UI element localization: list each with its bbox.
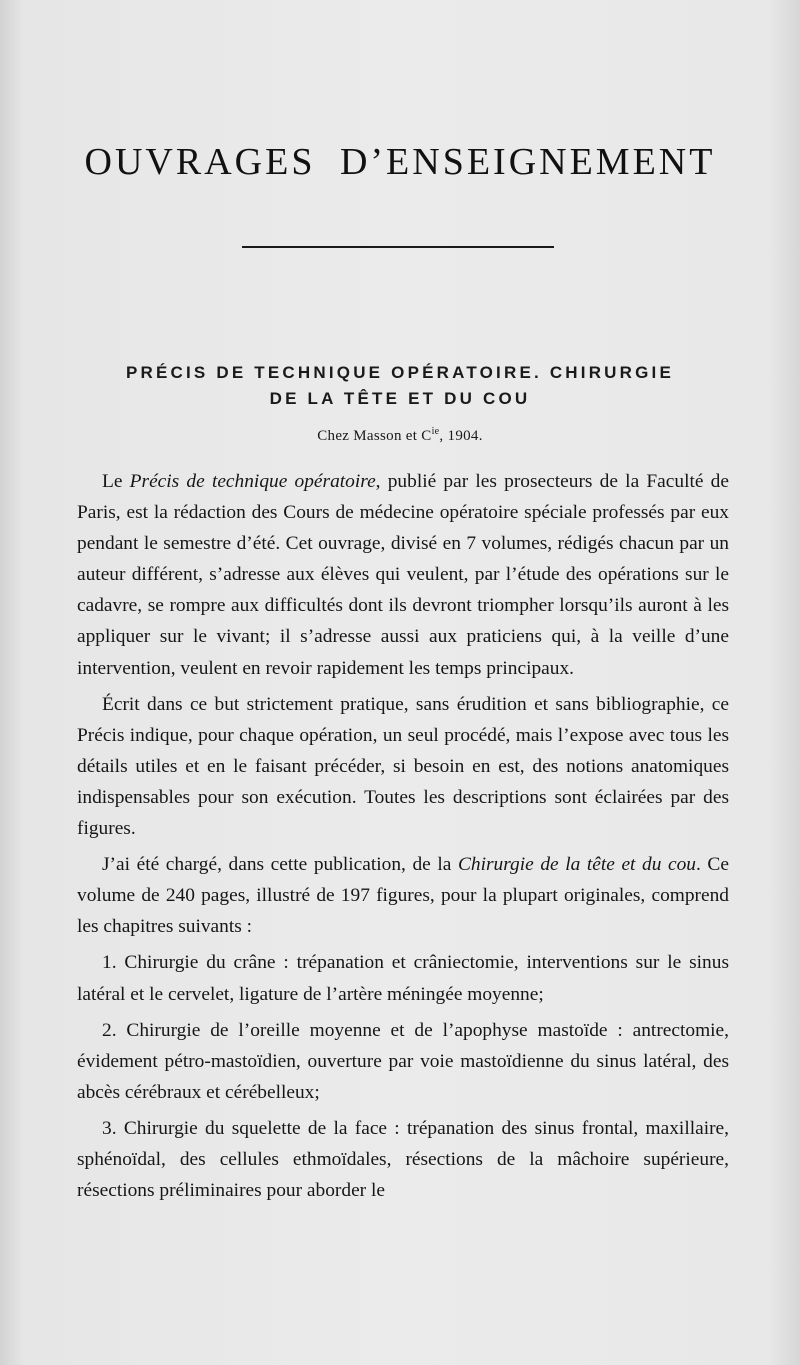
paragraph-text: , publié par les prosecteurs de la Faculté de Paris, est la rédaction des Cours de médecine opératoire spéciale professés par eux pendant le semestre d’été. Cet ouvrage, divisé en 7 volumes, rédigés chacun par un auteur différent, s’adresse aux élèves qui veulent, par l’étude des opérations sur le cadavre, se rompre aux difficultés dont ils devront triompher lorsqu’ils auront à les appliquer sur le vivant; il s’adresse aussi aux praticiens qui, à la veille d’une intervention, veulent en revoir rapidement les temps principaux.: [77, 471, 729, 679]
paragraph-lead: Le: [102, 471, 130, 492]
section-heading-line: DE LA TÊTE ET DU COU: [269, 389, 531, 408]
volume-title-italic: Chirurgie de la tête et du cou: [457, 854, 696, 876]
section-heading-line: PRÉCIS DE TECHNIQUE OPÉRATOIRE. CHIRURGIE: [125, 363, 675, 382]
section-heading: [90, 360, 710, 412]
paragraph-text: . Ce volume de 240 pages, illustré de 197 figures, pour la plupart originales, comprend les chapitres suivants :: [77, 854, 729, 938]
publisher-year: , 1904.: [439, 428, 483, 444]
paragraph: [77, 466, 729, 684]
body-text: [77, 466, 729, 1206]
publisher-line: [90, 426, 710, 445]
book-title-italic: Précis de technique opératoire: [129, 471, 376, 492]
paragraph: [77, 849, 729, 942]
chapter-item: 1. Chirurgie du crâne : trépanation et crâniectomie, interventions sur le sinus latéral et le cervelet, ligature de l’artère méningée moyenne;: [77, 952, 729, 1005]
title-divider: [242, 246, 554, 248]
page-title: OUVRAGES D’ENSEIGNEMENT: [84, 141, 716, 183]
publisher-text: Chez Masson et C: [317, 428, 432, 444]
paragraph: Écrit dans ce but strictement pratique, sans érudition et sans bibliographie, ce Précis indique, pour chaque opération, un seul procédé, mais l’expose avec tous les détails utiles et en le faisant précéder, si besoin en est, des notions anatomiques indispensables pour son exécution. Toutes les descriptions sont éclairées par des figures.: [77, 693, 729, 840]
publisher-superscript: ie: [431, 426, 440, 437]
chapter-item: 3. Chirurgie du squelette de la face : trépanation des sinus frontal, maxillaire, sphénoïdal, des cellules ethmoïdales, résections de la mâchoire supérieure, résections préliminaires pour aborder le: [77, 1117, 729, 1202]
chapter-item: 2. Chirurgie de l’oreille moyenne et de l’apophyse mastoïde : antrectomie, évidement pétro-mastoïdien, ouverture par voie mastoïdienne du sinus latéral, des abcès cérébraux et cérébelleux;: [77, 1019, 729, 1103]
paragraph-lead: J’ai été chargé, dans cette publication, de la: [102, 854, 458, 876]
